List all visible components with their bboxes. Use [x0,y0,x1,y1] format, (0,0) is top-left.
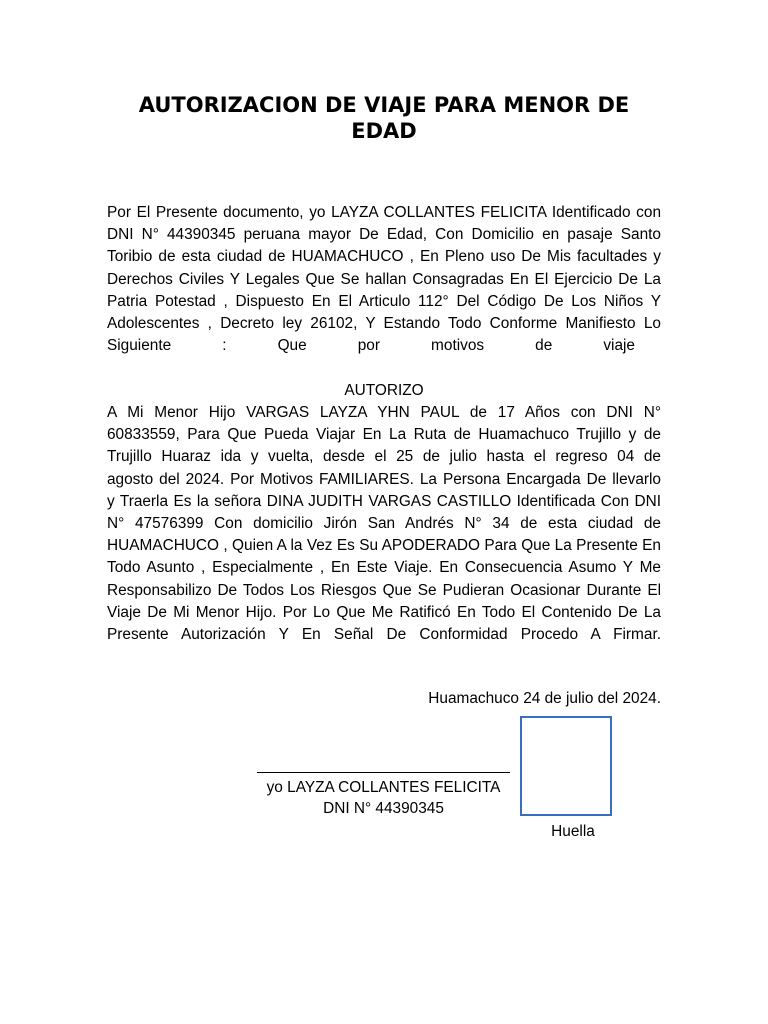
paragraph-line: A Mi Menor Hijo VARGAS LAYZA YHN PAUL de 17 Años con DNI N° [107,404,661,421]
signature-name: yo LAYZA COLLANTES FELICITA [266,779,501,796]
paragraph-line: Toribio de esta ciudad de HUAMACHUCO , En Pleno uso De Mis facultades y [107,248,661,266]
paragraph-line: 60833559, Para Que Pueda Viajar En La Ruta de Huamachuco Trujillo y de [107,426,661,444]
title-line-1: AUTORIZACION DE VIAJE PARA MENOR DE [138,93,630,117]
paragraph-line: y Traerla Es la señora DINA JUDITH VARGAS CASTILLO Identificada Con DNI [107,492,661,510]
signature-line [257,772,510,773]
paragraph-line: Adolescentes , Decreto ley 26102, Y Estando Todo Conforme Manifiesto Lo [107,315,661,333]
paragraph-line: Responsabilizo De Todos Los Riesgos Que Se Pudieran Ocasionar Durante El [107,581,661,599]
fingerprint-label: Huella [551,823,595,840]
paragraph-line: Presente Autorización Y En Señal De Conformidad Procedo A Firmar. [107,626,661,644]
paragraph-line: agosto del 2024. Por Motivos FAMILIARES. La Persona Encargada De llevarlo [107,470,661,488]
paragraph-line: Trujillo Huaraz ida y vuelta, desde el 25 de julio hasta el regreso 04 de [107,448,661,466]
autorizo-heading: AUTORIZO [344,382,424,399]
paragraph-line: Todo Asunto , Especialmente , En Este Viaje. En Consecuencia Asumo Y Me [107,559,661,577]
paragraph-line: Por El Presente documento, yo LAYZA COLLANTES FELICITA Identificado con [107,204,661,221]
paragraph-line: Patria Potestad , Dispuesto En El Articulo 112° Del Código De Los Niños Y [107,292,661,310]
paragraph-line: Viaje De Mi Menor Hijo. Por Lo Que Me Ratificó En Todo El Contenido De La [107,603,661,621]
paragraph-line: HUAMACHUCO , Quien A la Vez Es Su APODERADO Para Que La Presente En [107,537,661,555]
paragraph-line: Siguiente : Que por motivos de viaje [107,337,635,355]
paragraph-line: N° 47576399 Con domicilio Jirón San Andrés N° 34 de esta ciudad de [107,515,661,533]
signature-dni: DNI N° 44390345 [323,800,444,817]
date-line: Huamachuco 24 de julio del 2024. [428,690,661,707]
title-line-2: EDAD [351,119,417,143]
paragraph-declaration [107,202,661,357]
paragraph-authorization [107,402,661,646]
paragraph-line: DNI N° 44390345 peruana mayor De Edad, Con Domicilio en pasaje Santo [107,226,661,244]
fingerprint-box [520,716,612,816]
document-title [100,92,668,144]
paragraph-line: Derechos Civiles Y Legales Que Se hallan Consagradas En El Ejercicio De La [107,270,661,288]
